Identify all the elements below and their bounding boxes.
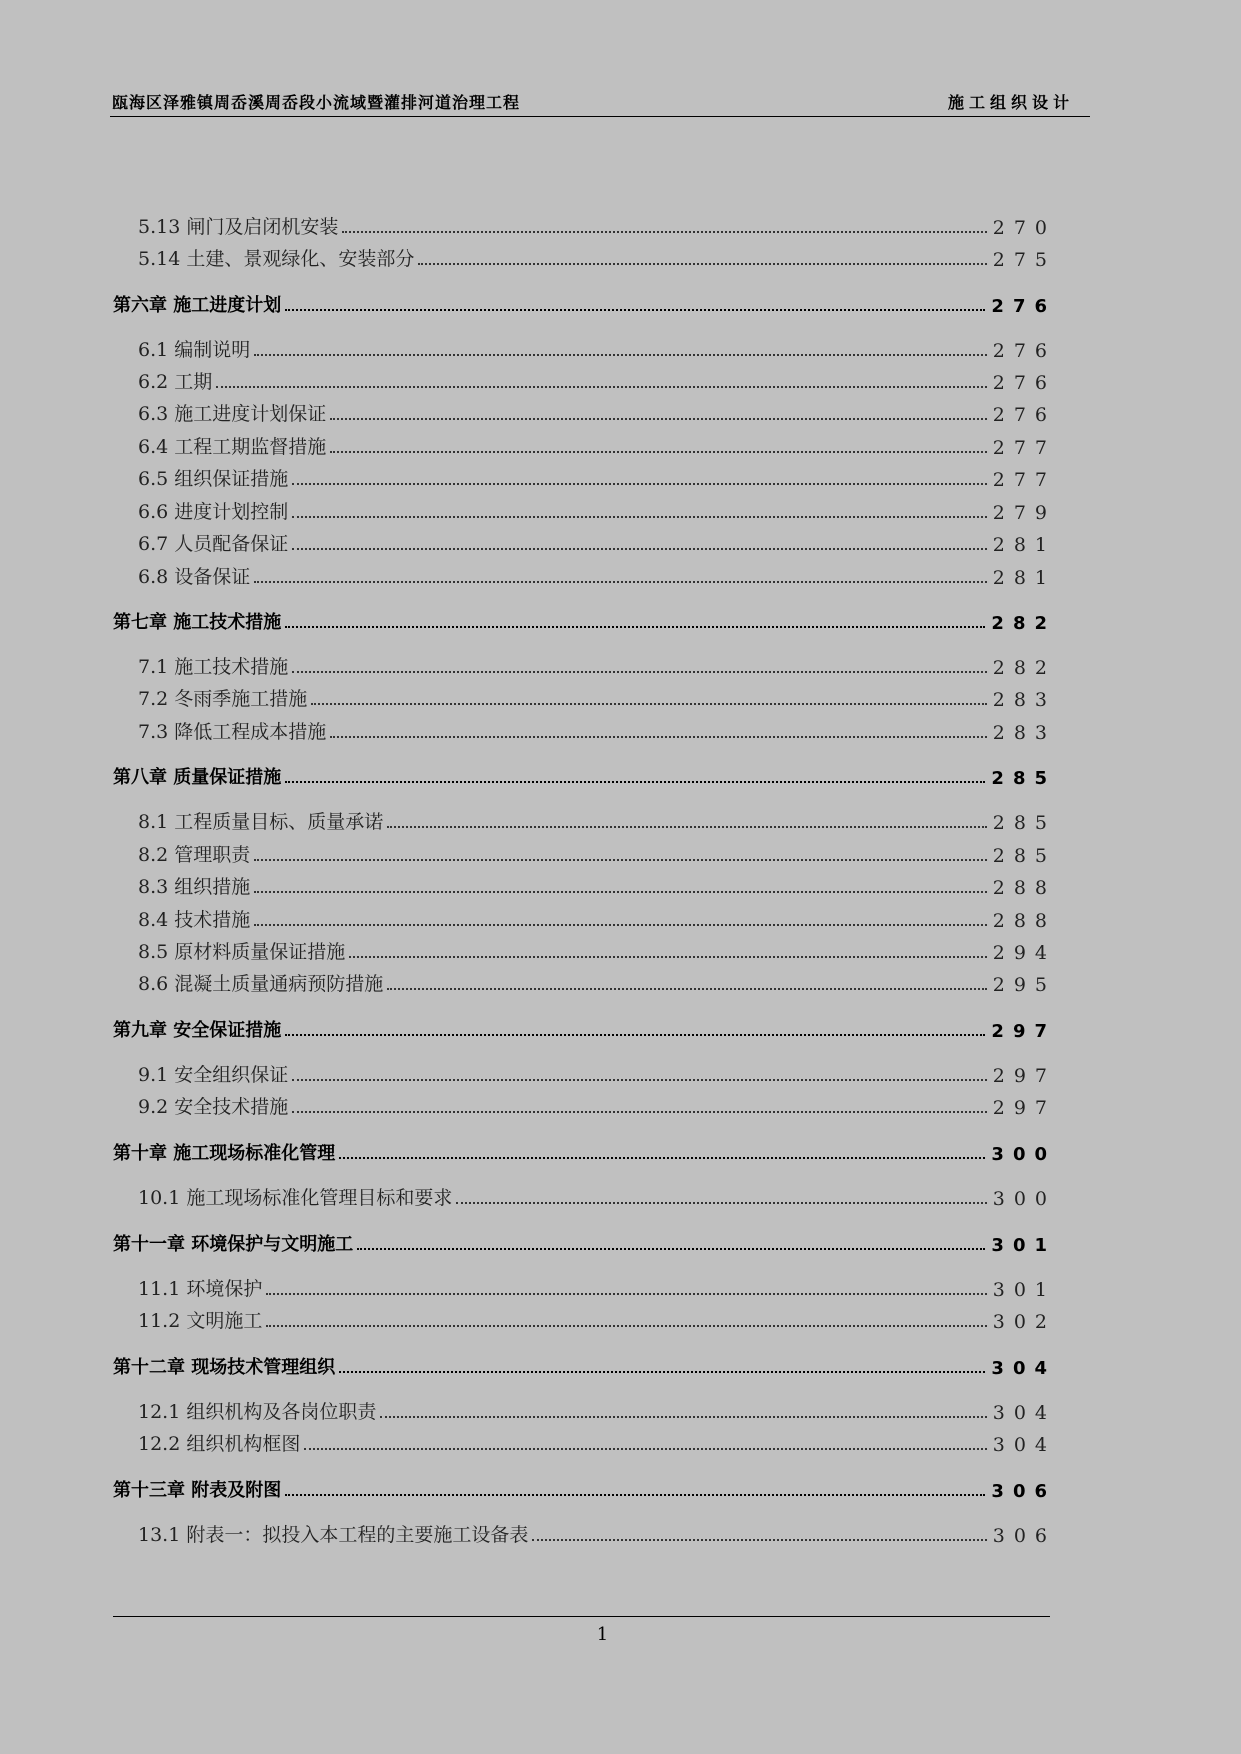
toc-dot-leader [254,354,986,356]
toc-entry-title: 第十二章 现场技术管理组织 [113,1357,336,1378]
toc-dot-leader [339,1371,985,1373]
toc-dot-leader [254,859,986,861]
toc-chapter-entry[interactable] [113,1016,1056,1042]
toc-dot-leader [254,581,986,583]
toc-entry-title: 第七章 施工技术措施 [113,612,282,633]
toc-entry-page: 304 [992,1402,1056,1424]
toc-entry-title: 12.2 组织机构框图 [138,1433,301,1455]
toc-entry-page: 276 [991,296,1056,317]
toc-dot-leader [292,1079,986,1081]
toc-entry-page: 301 [991,1235,1056,1256]
page-number: 1 [596,1624,609,1645]
toc-dot-leader [387,988,986,990]
toc-entry-page: 302 [992,1311,1056,1333]
toc-chapter-entry[interactable] [113,1139,1056,1165]
document-type: 施工组织设计 [947,93,1074,112]
toc-entry-page: 285 [992,845,1056,867]
toc-section-entry[interactable] [113,906,1056,932]
toc-entry-title: 5.13 闸门及启闭机安装 [138,216,339,238]
toc-section-entry[interactable] [113,808,1056,834]
toc-dot-leader [254,924,986,926]
toc-entry-page: 294 [992,942,1056,964]
toc-entry-title: 6.1 编制说明 [138,339,251,361]
toc-entry-title: 8.2 管理职责 [138,844,251,866]
toc-dot-leader [456,1202,986,1204]
toc-entry-page: 283 [992,689,1056,711]
toc-chapter-entry[interactable] [113,608,1056,634]
toc-entry-page: 306 [991,1481,1056,1502]
toc-entry-page: 282 [992,657,1056,679]
toc-entry-page: 275 [992,249,1056,271]
toc-dot-leader [357,1248,985,1250]
toc-entry-page: 281 [992,534,1056,556]
toc-section-entry[interactable] [113,873,1056,899]
toc-entry-title: 6.5 组织保证措施 [138,468,289,490]
toc-entry-page: 297 [992,1065,1056,1087]
toc-section-entry[interactable] [113,938,1056,964]
toc-dot-leader [266,1325,986,1327]
toc-entry-page: 285 [991,768,1056,789]
toc-entry-title: 8.5 原材料质量保证措施 [138,941,346,963]
toc-dot-leader [532,1539,986,1541]
toc-entry-title: 12.1 组织机构及各岗位职责 [138,1401,377,1423]
toc-dot-leader [304,1448,986,1450]
toc-entry-title: 第十三章 附表及附图 [113,1480,282,1501]
toc-chapter-entry[interactable] [113,1230,1056,1256]
toc-entry-title: 11.1 环境保护 [138,1278,263,1300]
toc-dot-leader [292,1111,986,1113]
toc-dot-leader [342,231,986,233]
toc-section-entry[interactable] [113,563,1056,589]
toc-entry-title: 8.4 技术措施 [138,909,251,931]
toc-dot-leader [292,483,986,485]
toc-entry-title: 8.6 混凝土质量通病预防措施 [138,973,384,995]
toc-entry-page: 300 [992,1188,1056,1210]
toc-entry-title: 9.2 安全技术措施 [138,1096,289,1118]
toc-entry-page: 301 [992,1279,1056,1301]
toc-entry-page: 276 [992,340,1056,362]
toc-entry-title: 7.1 施工技术措施 [138,656,289,678]
toc-dot-leader [285,781,985,783]
toc-dot-leader [266,1293,986,1295]
toc-entry-page: 304 [992,1434,1056,1456]
toc-entry-page: 277 [992,469,1056,491]
toc-dot-leader [339,1157,985,1159]
toc-section-entry[interactable] [113,1398,1056,1424]
toc-chapter-entry[interactable] [113,763,1056,789]
toc-section-entry[interactable] [113,653,1056,679]
toc-dot-leader [285,309,985,311]
toc-section-entry[interactable] [113,1093,1056,1119]
project-title: 瓯海区泽雅镇周岙溪周岙段小流域暨灌排河道治理工程 [112,93,521,112]
toc-entry-title: 6.4 工程工期监督措施 [138,436,327,458]
toc-section-entry[interactable] [113,336,1056,362]
toc-entry-page: 276 [992,372,1056,394]
toc-entry-page: 283 [992,722,1056,744]
toc-entry-page: 285 [992,812,1056,834]
toc-dot-leader [330,736,986,738]
toc-dot-leader [285,1034,985,1036]
toc-entry-title: 6.6 进度计划控制 [138,501,289,523]
toc-entry-page: 306 [992,1525,1056,1547]
toc-dot-leader [254,891,986,893]
toc-entry-title: 第六章 施工进度计划 [113,295,282,316]
toc-entry-title: 8.3 组织措施 [138,876,251,898]
toc-entry-title: 11.2 文明施工 [138,1310,263,1332]
toc-section-entry[interactable] [113,213,1056,239]
toc-entry-title: 10.1 施工现场标准化管理目标和要求 [138,1187,453,1209]
page-header [110,86,1090,117]
toc-dot-leader [285,1494,985,1496]
toc-dot-leader [292,671,986,673]
toc-entry-page: 295 [992,974,1056,996]
toc-dot-leader [349,956,986,958]
toc-dot-leader [285,626,985,628]
toc-section-entry[interactable] [113,1307,1056,1333]
toc-entry-page: 304 [991,1358,1056,1379]
toc-entry-title: 7.2 冬雨季施工措施 [138,688,308,710]
toc-entry-title: 第十一章 环境保护与文明施工 [113,1234,354,1255]
toc-section-entry[interactable] [113,465,1056,491]
toc-dot-leader [292,548,986,550]
toc-entry-page: 270 [992,217,1056,239]
toc-section-entry[interactable] [113,1275,1056,1301]
toc-section-entry[interactable] [113,1430,1056,1456]
toc-entry-title: 6.2 工期 [138,371,213,393]
toc-chapter-entry[interactable] [113,291,1056,317]
toc-entry-title: 第九章 安全保证措施 [113,1020,282,1041]
toc-entry-page: 277 [992,437,1056,459]
toc-section-entry[interactable] [113,530,1056,556]
toc-section-entry[interactable] [113,718,1056,744]
toc-dot-leader [292,516,986,518]
toc-section-entry[interactable] [113,1184,1056,1210]
toc-section-entry[interactable] [113,1521,1056,1547]
toc-entry-title: 第十章 施工现场标准化管理 [113,1143,336,1164]
toc-dot-leader [418,263,986,265]
toc-entry-title: 5.14 土建、景观绿化、安装部分 [138,248,415,270]
toc-entry-page: 281 [992,567,1056,589]
toc-dot-leader [387,826,986,828]
toc-section-entry[interactable] [113,970,1056,996]
toc-entry-title: 7.3 降低工程成本措施 [138,721,327,743]
toc-entry-page: 288 [992,910,1056,932]
toc-entry-page: 297 [991,1021,1056,1042]
toc-chapter-entry[interactable] [113,1353,1056,1379]
toc-dot-leader [216,386,986,388]
toc-entry-title: 第八章 质量保证措施 [113,767,282,788]
toc-entry-page: 276 [992,404,1056,426]
toc-entry-title: 9.1 安全组织保证 [138,1064,289,1086]
toc-entry-title: 13.1 附表一：拟投入本工程的主要施工设备表 [138,1524,529,1546]
footer-divider [113,1616,1050,1617]
toc-dot-leader [311,703,986,705]
toc-section-entry[interactable] [113,245,1056,271]
toc-section-entry[interactable] [113,368,1056,394]
toc-entry-page: 300 [991,1144,1056,1165]
toc-entry-page: 279 [992,502,1056,524]
toc-dot-leader [330,418,986,420]
toc-entry-page: 297 [992,1097,1056,1119]
toc-section-entry[interactable] [113,433,1056,459]
toc-section-entry[interactable] [113,400,1056,426]
toc-section-entry[interactable] [113,685,1056,711]
toc-chapter-entry[interactable] [113,1476,1056,1502]
toc-entry-title: 6.8 设备保证 [138,566,251,588]
toc-section-entry[interactable] [113,1061,1056,1087]
toc-entry-title: 8.1 工程质量目标、质量承诺 [138,811,384,833]
toc-entry-title: 6.7 人员配备保证 [138,533,289,555]
toc-section-entry[interactable] [113,498,1056,524]
toc-dot-leader [380,1416,986,1418]
toc-entry-title: 6.3 施工进度计划保证 [138,403,327,425]
toc-entry-page: 282 [991,613,1056,634]
toc-dot-leader [330,451,986,453]
toc-section-entry[interactable] [113,841,1056,867]
toc-entry-page: 288 [992,877,1056,899]
